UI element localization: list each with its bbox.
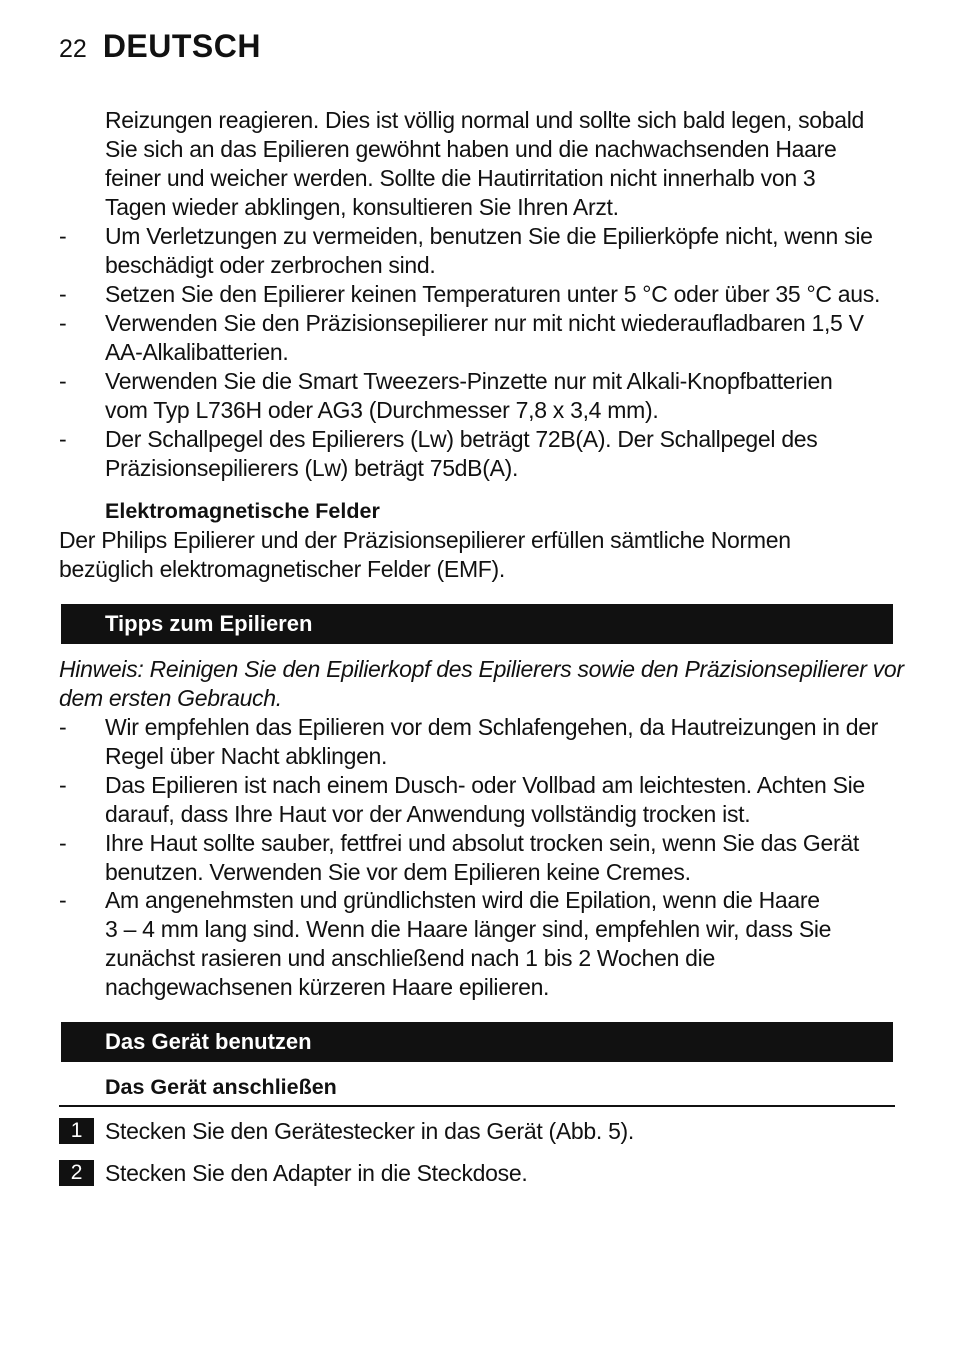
section-bar-tips bbox=[61, 604, 893, 644]
text-line: zunächst rasieren und anschließend nach 1 bis 2 Wochen die bbox=[105, 945, 715, 971]
text-line: Regel über Nacht abklingen. bbox=[105, 743, 388, 769]
page-header bbox=[59, 28, 261, 68]
section-title: Tipps zum Epilieren bbox=[105, 611, 313, 636]
text-line: AA-Alkalibatterien. bbox=[105, 339, 289, 365]
bullet-dash: - bbox=[59, 310, 67, 336]
bullet-dash: - bbox=[59, 426, 67, 452]
text-line: Verwenden Sie den Präzisionsepilierer nur mit nicht wiederaufladbaren 1,5 V bbox=[105, 310, 864, 336]
connect-subheading: Das Gerät anschließen bbox=[105, 1075, 337, 1099]
bullet-dash: - bbox=[59, 772, 67, 798]
text-line: Um Verletzungen zu vermeiden, benutzen Sie die Epilierköpfe nicht, wenn sie bbox=[105, 223, 873, 249]
language-title: DEUTSCH bbox=[102, 28, 261, 64]
text-line: Das Epilieren ist nach einem Dusch- oder Vollbad am leichtesten. Achten Sie bbox=[105, 772, 865, 798]
text-line: dem ersten Gebrauch. bbox=[59, 685, 282, 711]
bullet-dash: - bbox=[59, 223, 67, 249]
text-line: beschädigt oder zerbrochen sind. bbox=[105, 252, 436, 278]
text-line: Der Schallpegel des Epilierers (Lw) beträgt 72B(A). Der Schallpegel des bbox=[105, 426, 818, 452]
text-line: Tagen wieder abklingen, konsultieren Sie Ihren Arzt. bbox=[105, 194, 619, 220]
text-line: nachgewachsenen kürzeren Haare epilieren. bbox=[105, 974, 550, 1000]
text-line: Reizungen reagieren. Dies ist völlig normal und sollte sich bald legen, sobald bbox=[105, 107, 865, 133]
bullet-dash: - bbox=[59, 714, 67, 740]
text-line: feiner und weicher werden. Sollte die Hautirritation nicht innerhalb von 3 bbox=[105, 165, 816, 191]
text-line: Präzisionsepilierers (Lw) beträgt 75dB(A). bbox=[105, 455, 519, 481]
text-line: bezüglich elektromagnetischer Felder (EMF). bbox=[59, 556, 505, 582]
section-title: Das Gerät benutzen bbox=[105, 1029, 312, 1054]
text-line: Hinweis: Reinigen Sie den Epilierkopf des Epilierers sowie den Präzisionsepilierer vor bbox=[59, 656, 904, 682]
text-line: Ihre Haut sollte sauber, fettfrei und absolut trocken sein, wenn Sie das Gerät bbox=[105, 830, 859, 856]
text-line: Wir empfehlen das Epilieren vor dem Schlafengehen, da Hautreizungen in der bbox=[105, 714, 879, 740]
step-text: Stecken Sie den Adapter in die Steckdose. bbox=[105, 1160, 528, 1186]
step-number-badge: 2 bbox=[59, 1160, 94, 1186]
text-line: Setzen Sie den Epilierer keinen Temperaturen unter 5 °C oder über 35 °C aus. bbox=[105, 281, 881, 307]
section-bar-usage bbox=[61, 1022, 893, 1062]
note-paragraph bbox=[59, 655, 904, 713]
step-item bbox=[59, 1117, 904, 1145]
text-line: Verwenden Sie die Smart Tweezers-Pinzette nur mit Alkali-Knopfbatterien bbox=[105, 368, 833, 394]
text-line: darauf, dass Ihre Haut vor der Anwendung vollständig trocken ist. bbox=[105, 801, 751, 827]
text-line: 3 – 4 mm lang sind. Wenn die Haare länger sind, empfehlen wir, dass Sie bbox=[105, 916, 832, 942]
page-number: 22 bbox=[59, 35, 87, 63]
intro-paragraph bbox=[105, 106, 905, 222]
emf-paragraph bbox=[59, 526, 904, 584]
text-line: Am angenehmsten und gründlichsten wird die Epilation, wenn die Haare bbox=[105, 887, 820, 913]
text-line: Sie sich an das Epilieren gewöhnt haben und die nachwachsenden Haare bbox=[105, 136, 837, 162]
text-line: benutzen. Verwenden Sie vor dem Epilieren keine Cremes. bbox=[105, 859, 691, 885]
step-text: Stecken Sie den Gerätestecker in das Gerät (Abb. 5). bbox=[105, 1118, 635, 1144]
bullet-dash: - bbox=[59, 368, 67, 394]
text-line: vom Typ L736H oder AG3 (Durchmesser 7,8 x 3,4 mm). bbox=[105, 397, 659, 423]
text-line: Der Philips Epilierer und der Präzisionsepilierer erfüllen sämtliche Normen bbox=[59, 527, 791, 553]
bullet-dash: - bbox=[59, 830, 67, 856]
bullet-dash: - bbox=[59, 887, 67, 913]
bullet-dash: - bbox=[59, 281, 67, 307]
step-number-badge: 1 bbox=[59, 1118, 94, 1144]
step-item bbox=[59, 1159, 904, 1187]
heading-rule bbox=[59, 1105, 895, 1107]
emf-heading: Elektromagnetische Felder bbox=[105, 499, 380, 523]
